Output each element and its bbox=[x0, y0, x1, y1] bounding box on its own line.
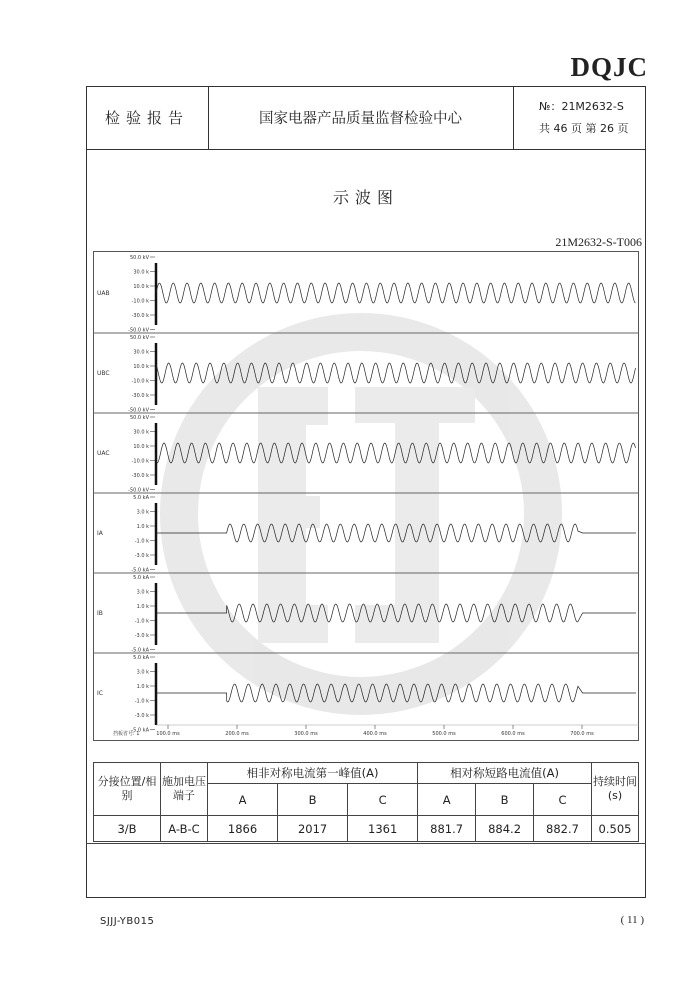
cell-peak-a: 1866 bbox=[208, 816, 278, 842]
x-tick-label: 200.0 ms bbox=[225, 731, 249, 737]
page-number: ( 11 ) bbox=[620, 914, 644, 926]
report-meta bbox=[513, 86, 646, 149]
channel-label: IB bbox=[97, 610, 103, 617]
header-peak-current: 相非对称电流第一峰值(A) bbox=[208, 763, 418, 784]
y-tick-label: 3.0 k bbox=[136, 509, 149, 516]
page-count: 共 46 页 第 26 页 bbox=[539, 121, 629, 135]
table-bottom-rule bbox=[86, 843, 646, 844]
header-rms-current: 相对称短路电流值(A) bbox=[418, 763, 592, 784]
y-tick-label: -1.0 k bbox=[134, 538, 149, 545]
y-tick-label: 3.0 k bbox=[136, 589, 149, 596]
phase-header: A bbox=[418, 784, 476, 816]
y-tick-label: -10.0 k bbox=[131, 378, 149, 385]
channel-label: IC bbox=[97, 690, 103, 697]
form-code: SJJJ-YB015 bbox=[100, 916, 155, 927]
y-tick-label: -1.0 k bbox=[134, 698, 149, 705]
y-tick-label: 10.0 k bbox=[133, 444, 149, 450]
x-tick-label: 300.0 ms bbox=[294, 731, 318, 737]
cell-peak-c: 1361 bbox=[348, 816, 418, 842]
y-tick-label: 1.0 k bbox=[136, 604, 149, 610]
y-tick-label: 10.0 k bbox=[133, 364, 149, 370]
results-table bbox=[93, 762, 639, 842]
cell-position: 3/B bbox=[94, 816, 161, 842]
watermark-seal bbox=[179, 332, 543, 696]
y-tick-label: 1.0 k bbox=[136, 684, 149, 690]
channel-label: UAB bbox=[97, 290, 110, 297]
page-title: 示波图 bbox=[332, 188, 399, 207]
y-tick-label: 30.0 k bbox=[133, 429, 149, 436]
brand-logo-text: DQJC bbox=[570, 52, 648, 82]
report-number: №：21M2632-S bbox=[539, 99, 624, 113]
y-tick-label: 5.0 kA bbox=[133, 495, 149, 501]
y-tick-label: -5.0 kA bbox=[131, 567, 149, 574]
cell-duration: 0.505 bbox=[592, 816, 639, 842]
oscillogram bbox=[93, 251, 639, 741]
x-tick-label: 500.0 ms bbox=[432, 731, 456, 737]
y-tick-label: -3.0 k bbox=[134, 713, 149, 719]
phase-header: B bbox=[476, 784, 534, 816]
channel-label: UBC bbox=[97, 370, 110, 377]
header-divider bbox=[86, 149, 646, 150]
y-tick-label: 30.0 k bbox=[133, 349, 149, 356]
header-position: 分接位置/相别 bbox=[94, 763, 161, 816]
y-tick-label: 10.0 k bbox=[133, 284, 149, 290]
x-tick-label: 400.0 ms bbox=[363, 731, 387, 737]
y-tick-label: 50.0 kV bbox=[129, 335, 149, 341]
y-tick-label: 30.0 k bbox=[133, 269, 149, 276]
organization-name: 国家电器产品质量监督检验中心 bbox=[259, 111, 462, 127]
y-tick-label: -30.0 k bbox=[131, 393, 149, 399]
phase-header: A bbox=[208, 784, 278, 816]
phase-header: C bbox=[348, 784, 418, 816]
y-tick-label: 5.0 kA bbox=[133, 655, 149, 661]
y-tick-label: -10.0 k bbox=[131, 298, 149, 305]
channel-label: UAC bbox=[97, 450, 110, 457]
cell-rms-c: 882.7 bbox=[534, 816, 592, 842]
y-tick-label: -50.0 kV bbox=[128, 327, 149, 334]
cell-terminals: A-B-C bbox=[161, 816, 208, 842]
y-tick-label: 3.0 k bbox=[136, 669, 149, 676]
y-tick-label: 1.0 k bbox=[136, 524, 149, 530]
x-tick-label: 600.0 ms bbox=[501, 731, 525, 737]
record-number: 21M2632-S-T006 bbox=[555, 235, 642, 249]
y-tick-label: 5.0 kA bbox=[133, 575, 149, 581]
waveform-uab bbox=[156, 283, 636, 303]
y-tick-label: -30.0 k bbox=[131, 473, 149, 479]
channel-label: IA bbox=[97, 530, 103, 537]
y-tick-label: 50.0 kV bbox=[129, 415, 149, 421]
y-tick-label: -10.0 k bbox=[131, 458, 149, 465]
y-tick-label: -3.0 k bbox=[134, 633, 149, 639]
cell-rms-b: 884.2 bbox=[476, 816, 534, 842]
x-tick-label: 700.0 ms bbox=[570, 731, 594, 737]
y-tick-label: -50.0 kV bbox=[128, 407, 149, 414]
x-tick-label: 100.0 ms bbox=[156, 731, 180, 737]
y-tick-label: 50.0 kV bbox=[129, 255, 149, 261]
y-tick-label: -1.0 k bbox=[134, 618, 149, 625]
cell-peak-b: 2017 bbox=[278, 816, 348, 842]
oscillogram-footer-label: 挡板省号: 1 bbox=[113, 731, 140, 737]
report-type: 检验报告 bbox=[104, 109, 189, 127]
y-tick-label: -3.0 k bbox=[134, 553, 149, 559]
header-duration: 持续时间(s) bbox=[592, 763, 639, 816]
y-tick-label: -30.0 k bbox=[131, 313, 149, 319]
y-tick-label: -50.0 kV bbox=[128, 487, 149, 494]
cell-rms-a: 881.7 bbox=[418, 816, 476, 842]
phase-header: B bbox=[278, 784, 348, 816]
phase-header: C bbox=[534, 784, 592, 816]
header-terminals: 施加电压端子 bbox=[161, 763, 208, 816]
y-tick-label: -5.0 kA bbox=[131, 727, 149, 734]
y-tick-label: -5.0 kA bbox=[131, 647, 149, 654]
